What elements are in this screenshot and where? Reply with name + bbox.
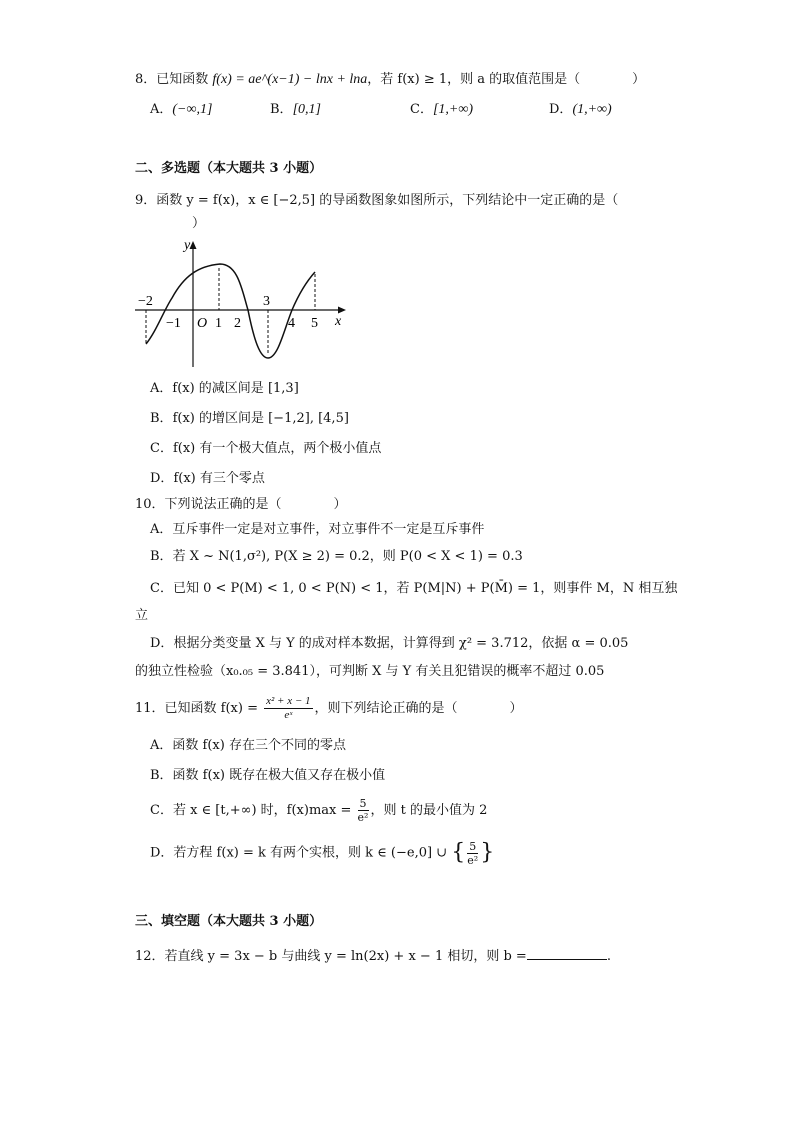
option-label: D． bbox=[549, 102, 573, 117]
q11-stem-post: ，则下列结论正确的是（ ） bbox=[314, 701, 523, 716]
q8-stem bbox=[135, 71, 645, 89]
option-text: f(x) 的减区间是 [1,3] bbox=[172, 381, 299, 396]
q9-stem-line1: 9．函数 y = f(x)，x ∈ [−2,5] 的导函数图象如图所示，下列结论中一定正确的是（ bbox=[135, 193, 619, 208]
origin-label: O bbox=[197, 316, 208, 331]
option-label: C． bbox=[410, 102, 433, 117]
y-axis-arrow bbox=[190, 241, 197, 249]
q12-stem-pre: 12．若直线 y = 3x − b 与曲线 y = ln(2x) + x − 1 相切，则 b = bbox=[135, 949, 527, 964]
fraction-numerator: 5 bbox=[359, 797, 367, 810]
section-2-title: 二、多选题（本大题共 3 小题） bbox=[135, 161, 323, 176]
tick-label-minus2: −2 bbox=[138, 294, 153, 309]
q10-option-d-cont: 的独立性检验（x₀.₀₅ = 3.841），可判断 X 与 Y 有关且犯错误的概率不超过 0.05 bbox=[135, 664, 605, 679]
option-text: [0,1] bbox=[292, 102, 321, 117]
option-text: (−∞,1] bbox=[172, 102, 213, 117]
option-text: 已知 0 < P(M) < 1, 0 < P(N) < 1，若 P(M|N) + P(M̄) = 1，则事件 M，N 相互独 bbox=[172, 581, 678, 596]
q11-option-c-fraction bbox=[358, 797, 369, 824]
q10-option-b bbox=[150, 548, 523, 566]
q10-option-c bbox=[150, 580, 677, 598]
fraction-denominator: e² bbox=[467, 853, 479, 867]
q11-option-c-post: ，则 t 的最小值为 2 bbox=[370, 803, 488, 818]
option-label: D． bbox=[150, 471, 174, 486]
option-label: C． bbox=[150, 441, 173, 456]
option-label: C． bbox=[150, 581, 173, 596]
option-text: f(x) 有三个零点 bbox=[173, 471, 265, 486]
tick-label-4: 4 bbox=[288, 316, 295, 331]
section-3-title: 三、填空题（本大题共 3 小题） bbox=[135, 914, 323, 929]
q8-option-d bbox=[549, 101, 612, 119]
option-text: f(x) 的增区间是 [−1,2], [4,5] bbox=[172, 411, 349, 426]
tick-label-2: 2 bbox=[234, 316, 241, 331]
derivative-graph bbox=[130, 232, 360, 372]
option-text: (1,+∞) bbox=[572, 102, 612, 117]
left-brace: { bbox=[451, 840, 466, 865]
option-label: B． bbox=[270, 102, 293, 117]
q8-option-b bbox=[270, 101, 321, 119]
fraction-denominator: eˣ bbox=[284, 709, 293, 721]
tick-label-minus1: −1 bbox=[166, 316, 181, 331]
q10-option-c-cont: 立 bbox=[135, 608, 149, 623]
tick-label-1: 1 bbox=[215, 316, 222, 331]
option-text: f(x) 有一个极大值点，两个极小值点 bbox=[172, 441, 382, 456]
answer-blank[interactable] bbox=[527, 947, 607, 960]
q11-option-a: A．函数 f(x) 存在三个不同的零点 bbox=[150, 738, 346, 753]
x-axis-label: x bbox=[335, 314, 342, 329]
option-text: 若 X ~ N(1,σ²), P(X ≥ 2) = 0.2，则 P(0 < X < 1) = 0.3 bbox=[172, 549, 523, 564]
derivative-curve bbox=[146, 264, 315, 358]
q11-stem bbox=[135, 694, 523, 724]
option-label: B． bbox=[150, 411, 173, 426]
option-text: 根据分类变量 X 与 Y 的成对样本数据，计算得到 χ² = 3.712，依据 α = 0.05 bbox=[173, 636, 629, 651]
x-axis-arrow bbox=[338, 307, 346, 314]
option-label: D． bbox=[150, 636, 174, 651]
q11-option-d-pre: D．若方程 f(x) = k 有两个实根，则 k ∈ (−e,0] ∪ bbox=[150, 845, 452, 861]
option-label: B． bbox=[150, 549, 173, 564]
q12-stem-post: . bbox=[606, 949, 611, 964]
q11-option-d-fraction bbox=[467, 840, 478, 867]
q9-option-c bbox=[150, 440, 381, 458]
q8-stem-post: ，若 f(x) ≥ 1，则 a 的取值范围是（ ） bbox=[367, 72, 646, 87]
fraction-numerator: x² + x − 1 bbox=[266, 695, 311, 707]
option-label: A． bbox=[150, 522, 173, 537]
option-text: [1,+∞) bbox=[432, 102, 473, 117]
q9-option-a bbox=[150, 380, 299, 398]
q9-option-d bbox=[150, 470, 265, 488]
q11-stem-pre: 11．已知函数 f(x) = bbox=[135, 701, 263, 716]
tick-label-5: 5 bbox=[311, 316, 318, 331]
q11-option-c-pre: C．若 x ∈ [t,+∞) 时，f(x)max = bbox=[150, 803, 356, 818]
y-axis-label: y bbox=[184, 238, 191, 253]
option-label: A． bbox=[150, 102, 173, 117]
right-brace: } bbox=[480, 840, 495, 865]
q11-fraction bbox=[264, 695, 312, 722]
q8-option-c bbox=[410, 101, 473, 119]
fraction-numerator: 5 bbox=[469, 839, 477, 853]
q8-stem-pre: 8．已知函数 bbox=[135, 72, 213, 87]
option-text: 互斥事件一定是对立事件，对立事件不一定是互斥事件 bbox=[172, 522, 485, 537]
q12-stem bbox=[135, 947, 611, 966]
q10-stem: 10．下列说法正确的是（ ） bbox=[135, 497, 347, 512]
q11-option-b: B．函数 f(x) 既存在极大值又存在极小值 bbox=[150, 768, 386, 783]
option-label: A． bbox=[150, 381, 173, 396]
q10-option-a bbox=[150, 521, 484, 539]
q8-stem-math: f(x) = ae^(x−1) − lnx + lna bbox=[212, 72, 368, 87]
q11-option-c bbox=[150, 796, 487, 826]
tick-label-3: 3 bbox=[263, 294, 270, 309]
q9-option-b bbox=[150, 410, 349, 428]
q11-option-d bbox=[150, 838, 494, 869]
q9-stem-line2: ） bbox=[192, 216, 206, 231]
fraction-denominator: e² bbox=[357, 811, 369, 824]
q8-option-a bbox=[150, 101, 212, 119]
q10-option-d bbox=[150, 635, 628, 653]
